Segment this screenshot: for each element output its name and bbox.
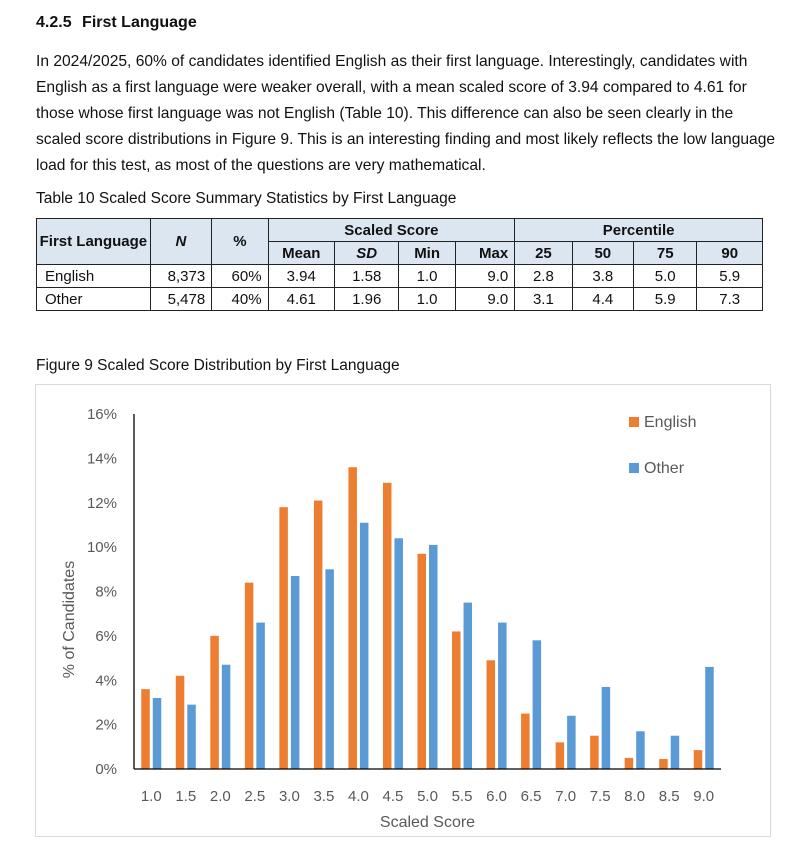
y-tick-label: 10%: [86, 539, 117, 557]
x-tick-label: 8.0: [624, 788, 646, 805]
y-tick-label: 14%: [86, 450, 117, 468]
header-n: N: [150, 219, 211, 265]
bar-english: [245, 583, 254, 769]
cell-p75: 5.9: [634, 288, 697, 311]
cell-max: 9.0: [455, 288, 514, 311]
legend-label-other: Other: [644, 460, 685, 477]
header-sd: SD: [334, 242, 398, 265]
bar-other: [222, 665, 231, 769]
header-pct: %: [212, 219, 268, 265]
y-tick-label: 2%: [95, 716, 117, 734]
section-paragraph: In 2024/2025, 60% of candidates identified English as their first language. Interestingly, candidates with English as a first language were weaker overall, with a mean scaled score of 3.94 compared to 4.61 for those whose first language was not English (Table 10). This difference can also be seen clearly in the scaled score distributions in Figure 9. This is an interesting finding and most likely reflects the low language load for this test, as most of the questions are very mathematical.: [36, 53, 776, 174]
cell-sd: 1.96: [334, 288, 398, 311]
x-tick-label: 3.5: [313, 788, 335, 805]
cell-p90: 5.9: [697, 265, 763, 288]
cell-language: Other: [37, 288, 151, 311]
section-heading: [36, 14, 197, 32]
bar-other: [567, 716, 576, 769]
figure-caption: Figure 9 Scaled Score Distribution by First Language: [36, 357, 400, 374]
header-p90: 90: [697, 242, 763, 265]
cell-max: 9.0: [455, 265, 514, 288]
header-max: Max: [455, 242, 514, 265]
bar-other: [291, 576, 300, 769]
section-title: First Language: [82, 14, 197, 31]
bar-chart: [36, 385, 770, 836]
table-row: [37, 265, 763, 288]
x-tick-label: 8.5: [658, 788, 680, 805]
bar-english: [487, 660, 496, 769]
table-row: [37, 288, 763, 311]
bar-other: [256, 623, 265, 769]
x-tick-label: 3.0: [278, 788, 300, 805]
bar-other: [533, 640, 542, 769]
chart-container: [35, 384, 771, 837]
y-tick-label: 0%: [95, 761, 117, 778]
x-tick-label: 1.0: [140, 788, 162, 805]
bar-english: [659, 759, 668, 769]
y-tick-label: 8%: [95, 583, 117, 601]
header-scaled-score: Scaled Score: [268, 219, 515, 242]
bar-english: [383, 483, 392, 769]
bar-other: [325, 569, 334, 769]
bar-english: [210, 636, 219, 769]
x-tick-label: 6.0: [486, 788, 507, 805]
bar-english: [556, 742, 565, 769]
x-tick-label: 2.0: [209, 788, 231, 805]
bar-english: [279, 507, 288, 769]
y-axis-label: % of Candidates: [61, 560, 78, 679]
bar-english: [141, 689, 150, 769]
header-p25: 25: [515, 242, 572, 265]
cell-pct: 40%: [212, 288, 268, 311]
bar-english: [418, 554, 427, 769]
section-number: 4.2.5: [36, 14, 72, 31]
chart-legend: [629, 414, 696, 477]
bar-other: [360, 523, 369, 769]
bar-other: [429, 545, 438, 769]
header-p75: 75: [634, 242, 697, 265]
x-tick-label: 2.5: [244, 788, 266, 805]
bar-other: [394, 538, 403, 769]
x-tick-label: 1.5: [175, 788, 197, 805]
cell-p25: 3.1: [515, 288, 572, 311]
header-min: Min: [399, 242, 455, 265]
cell-sd: 1.58: [334, 265, 398, 288]
cell-pct: 60%: [212, 265, 268, 288]
bar-other: [705, 667, 714, 769]
cell-p75: 5.0: [634, 265, 697, 288]
header-mean: Mean: [268, 242, 334, 265]
cell-p50: 4.4: [572, 288, 633, 311]
header-first-language: First Language: [37, 219, 151, 265]
y-tick-label: 16%: [86, 406, 117, 423]
cell-mean: 4.61: [268, 288, 334, 311]
stats-table: [36, 218, 763, 311]
legend-swatch-other: [629, 463, 639, 473]
bar-english: [694, 750, 703, 769]
bar-other: [187, 705, 196, 769]
cell-n: 5,478: [150, 288, 211, 311]
table-caption: Table 10 Scaled Score Summary Statistics by First Language: [36, 190, 457, 207]
bar-english: [314, 501, 323, 769]
x-tick-label: 5.0: [417, 788, 438, 805]
bar-other: [636, 731, 645, 769]
bar-other: [671, 736, 680, 769]
x-tick-label: 9.0: [693, 788, 715, 805]
y-tick-label: 6%: [95, 627, 117, 645]
bar-english: [348, 467, 357, 769]
cell-mean: 3.94: [268, 265, 334, 288]
header-p50: 50: [572, 242, 633, 265]
bar-other: [602, 687, 611, 769]
cell-language: English: [37, 265, 151, 288]
x-tick-label: 7.0: [555, 788, 577, 805]
legend-swatch-english: [629, 417, 639, 427]
cell-min: 1.0: [399, 288, 455, 311]
bar-english: [590, 736, 599, 769]
bar-english: [176, 676, 185, 769]
x-tick-label: 4.5: [382, 788, 404, 805]
header-percentile: Percentile: [515, 219, 763, 242]
bar-english: [521, 714, 530, 769]
cell-p50: 3.8: [572, 265, 633, 288]
x-axis-label: Scaled Score: [379, 814, 476, 831]
cell-p25: 2.8: [515, 265, 572, 288]
x-tick-label: 5.5: [451, 788, 473, 805]
x-tick-label: 6.5: [520, 788, 542, 805]
bar-other: [464, 603, 473, 769]
legend-label-english: English: [644, 414, 697, 431]
cell-min: 1.0: [399, 265, 455, 288]
cell-n: 8,373: [150, 265, 211, 288]
x-tick-label: 7.5: [589, 788, 611, 805]
bar-other: [498, 623, 507, 769]
bar-english: [625, 758, 634, 769]
y-tick-label: 12%: [86, 494, 117, 512]
cell-p90: 7.3: [697, 288, 763, 311]
x-tick-label: 4.0: [348, 788, 369, 805]
bar-other: [153, 698, 162, 769]
bar-english: [452, 631, 461, 769]
y-tick-label: 4%: [95, 672, 117, 690]
